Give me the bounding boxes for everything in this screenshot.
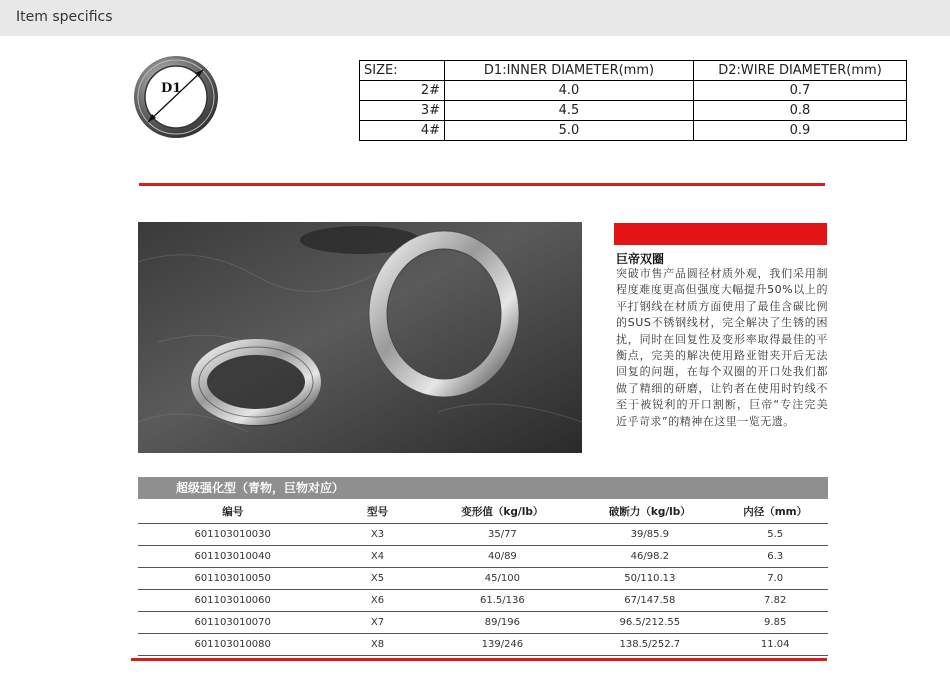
code-cell: 601103010040 [138,546,327,568]
deformation-cell: 139/246 [428,634,578,656]
table-row [138,524,828,546]
wire-diameter-cell: 0.8 [694,101,907,121]
model-cell: X8 [327,634,427,656]
model-cell: X4 [327,546,427,568]
spec-table-header [138,499,828,524]
table-row [138,634,828,656]
breaking-force-cell: 50/110.13 [577,568,722,590]
spec-section [138,477,828,656]
table-row [138,612,828,634]
table-row [138,546,828,568]
code-header: 编号 [222,505,244,518]
code-cell: 601103010070 [138,612,327,634]
inner-diameter-cell: 7.82 [722,590,828,612]
item-specifics-header [0,0,950,36]
table-row [360,81,907,101]
split-ring-diagram [131,52,221,142]
table-row [138,590,828,612]
inner-diameter-cell: 9.85 [722,612,828,634]
deformation-cell: 45/100 [428,568,578,590]
inner-diameter-cell: 6.3 [722,546,828,568]
model-cell: X5 [327,568,427,590]
inner-diameter-cell: 4.5 [445,101,694,121]
model-cell: X7 [327,612,427,634]
deformation-cell: 61.5/136 [428,590,578,612]
breaking-force-cell: 39/85.9 [577,524,722,546]
inner-diameter-header: D1:INNER DIAMETER(mm) [445,61,694,81]
breaking-force-header: 破断力（kg/lb） [608,505,691,518]
inner-diameter-cell: 4.0 [445,81,694,101]
model-cell: X3 [327,524,427,546]
size-cell: 3# [360,101,445,121]
d1-label: D1 [161,81,182,96]
spec-table-title: 超级强化型（青物，巨物对应） [138,477,828,499]
deformation-cell: 40/89 [428,546,578,568]
inner-diameter-cell: 5.0 [445,121,694,141]
wire-diameter-cell: 0.7 [694,81,907,101]
size-cell: 2# [360,81,445,101]
inner-diameter-cell: 11.04 [722,634,828,656]
code-cell: 601103010030 [138,524,327,546]
model-cell: X6 [327,590,427,612]
size-table-header [360,61,907,81]
inner-diameter-header: 内径（mm） [743,505,808,518]
table-row [360,121,907,141]
breaking-force-cell: 46/98.2 [577,546,722,568]
wire-diameter-cell: 0.9 [694,121,907,141]
code-cell: 601103010060 [138,590,327,612]
code-cell: 601103010080 [138,634,327,656]
size-cell: 4# [360,121,445,141]
deformation-header: 变形值（kg/lb） [461,505,544,518]
inner-diameter-cell: 5.5 [722,524,828,546]
table-row [138,568,828,590]
description-title: 巨帝双圈 [616,252,665,266]
description-accent-bar [614,223,827,245]
divider-top [139,183,825,186]
divider-bottom [131,658,827,661]
size-table [359,60,907,141]
spec-table [138,499,828,656]
deformation-cell: 35/77 [428,524,578,546]
code-cell: 601103010050 [138,568,327,590]
wire-diameter-header: D2:WIRE DIAMETER(mm) [694,61,907,81]
breaking-force-cell: 138.5/252.7 [577,634,722,656]
product-photo [138,222,582,453]
inner-diameter-cell: 7.0 [722,568,828,590]
header-title: Item specifics [16,9,113,25]
model-header: 型号 [366,505,388,518]
table-row [360,101,907,121]
deformation-cell: 89/196 [428,612,578,634]
breaking-force-cell: 96.5/212.55 [577,612,722,634]
size-header: SIZE: [360,61,445,81]
description-body: 突破市售产品圆径材质外观，我们采用制程度难度更高但强度大幅提升50%以上的平打钢线在材质方面使用了最佳含碳比例的SUS不锈钢线材，完全解决了生锈的困扰，同时在回复性及变形率取得最佳的平衡点，完美的解决使用路亚钳夹开后无法回复的问题，在每个双圈的开口处我们都做了精细的研磨，让钓者在使用时钓线不至于被锐利的开口割断，巨帝“专注完美近乎苛求”的精神在这里一览无遗。 [616,267,828,428]
breaking-force-cell: 67/147.58 [577,590,722,612]
